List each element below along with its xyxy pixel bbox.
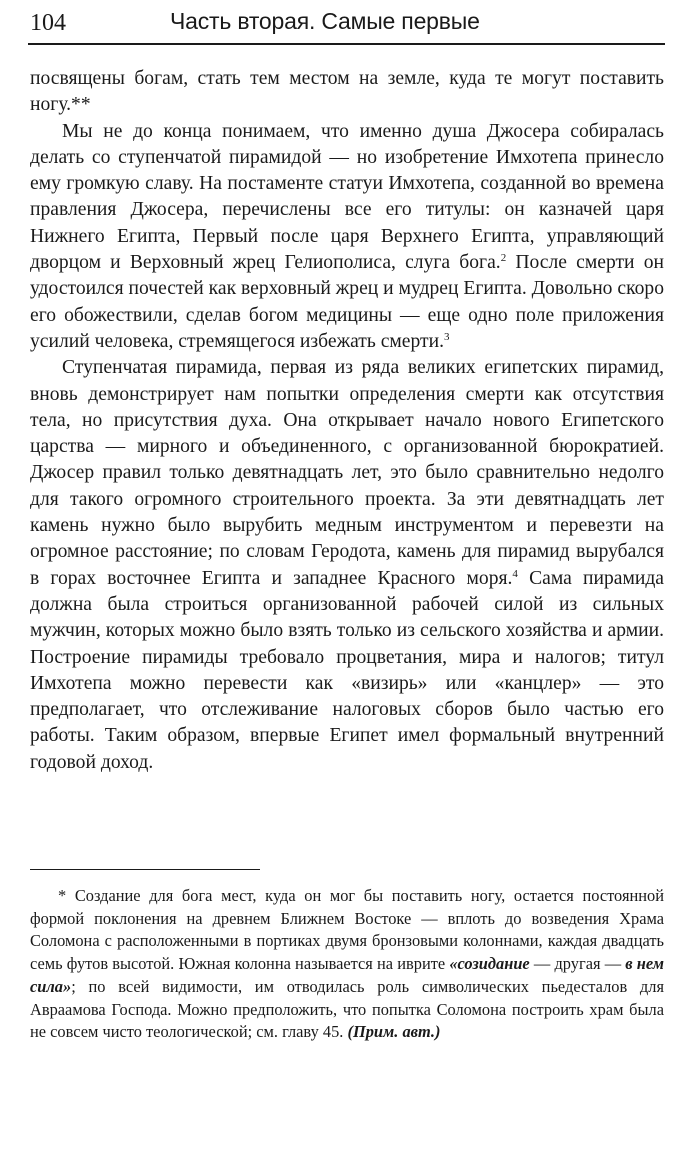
running-title: Часть вторая. Самые первые (170, 8, 480, 34)
paragraph-text: Мы не до конца понимаем, что именно душа Джосера собиралась делать со ступенчатой пирамидой — но изобретение Имхотепа принесло ему громкую славу. На постаменте статуи Имхотепа, созданной во времена правления Джосера, перечислены все его титулы: он казначей царя Нижнего Египта, Первый после царя Верхнего Египта, управляющий дворцом и Верховный жрец Гелиополиса, слуга бога. (30, 120, 664, 274)
paragraph-text: Ступенчатая пирамида, первая из ряда великих египетских пирамид, вновь демонстрирует нам попытки определения смерти как отсутствия тела, но присутствия духа. Она открывает начало нового Египетского царства — мирного и объединенного, с организованной бюрократией. Джосер правил только девятнадцать лет, это было сравнительно недолго для такого огромного строительного проекта. За эти девятнадцать лет камень нужно было вырубить медным инструментом и перевезти на огромное расстояние; по словам Геродота, камень для пирамид вырубался в горах восточнее Египта и западнее Красного моря. (30, 357, 664, 589)
footnote-emphasis: «созидание (449, 954, 530, 974)
paragraph-text: После смерти он удостоился почестей как верховный жрец и мудрец Египта. Довольно скоро его обожествили, сделав богом медицины — еще одно поле приложения усилий человека, стремящегося избежать смерти. (30, 252, 664, 352)
paragraph-step-pyramid (30, 355, 664, 776)
paragraph-text: посвящены богам, стать тем местом на земле, куда те могут поставить ногу.** (30, 68, 664, 116)
paragraph-imhotep (30, 119, 664, 356)
page-header (28, 6, 665, 40)
footnote-author-note: (Прим. авт.) (347, 1022, 441, 1042)
footnote-text: ; по всей видимости, им отводилась роль символических пьедесталов для Авраамова Господа. Можно предположить, что попытка Соломона построить храм была не совсем чисто теологической; см. главу 45. (30, 976, 664, 1042)
paragraph-continued (30, 66, 664, 119)
page-number: 104 (30, 10, 66, 36)
footnote-ref: 2 (500, 252, 507, 265)
footnote (30, 885, 664, 1044)
footnote-text: — другая — (529, 954, 626, 974)
footnote-rule (30, 869, 260, 870)
paragraph-text: Сама пирамида должна была строиться организованной рабочей силой из сильных мужчин, которых можно было взять только из сельского хозяйства и армии. Построение пирамиды требовало процветания, мира и налогов; титул Имхотепа можно перевести как «визирь» или «канцлер» — это предполагает, что отслеживание налоговых сборов было частью его работы. Таким образом, впервые Египет имел формальный внутренний годовой доход. (30, 567, 664, 773)
body-text (30, 66, 664, 776)
footnote-ref: 4 (512, 567, 518, 580)
header-rule (28, 43, 665, 45)
footnote-emphasis: в нем сила» (30, 954, 664, 996)
footnote-text: * Создание для бога мест, куда он мог бы поставить ногу, остается постоянной формой поклонения на древнем Ближнем Востоке — вплоть до возведения Храма Соломона с расположенными в портиках двумя бронзовыми колоннами, каждая двадцать семь футов высотой. Южная колонна называется на иврите (30, 886, 664, 974)
book-page (28, 0, 665, 1150)
footnote-ref: 3 (443, 330, 450, 343)
